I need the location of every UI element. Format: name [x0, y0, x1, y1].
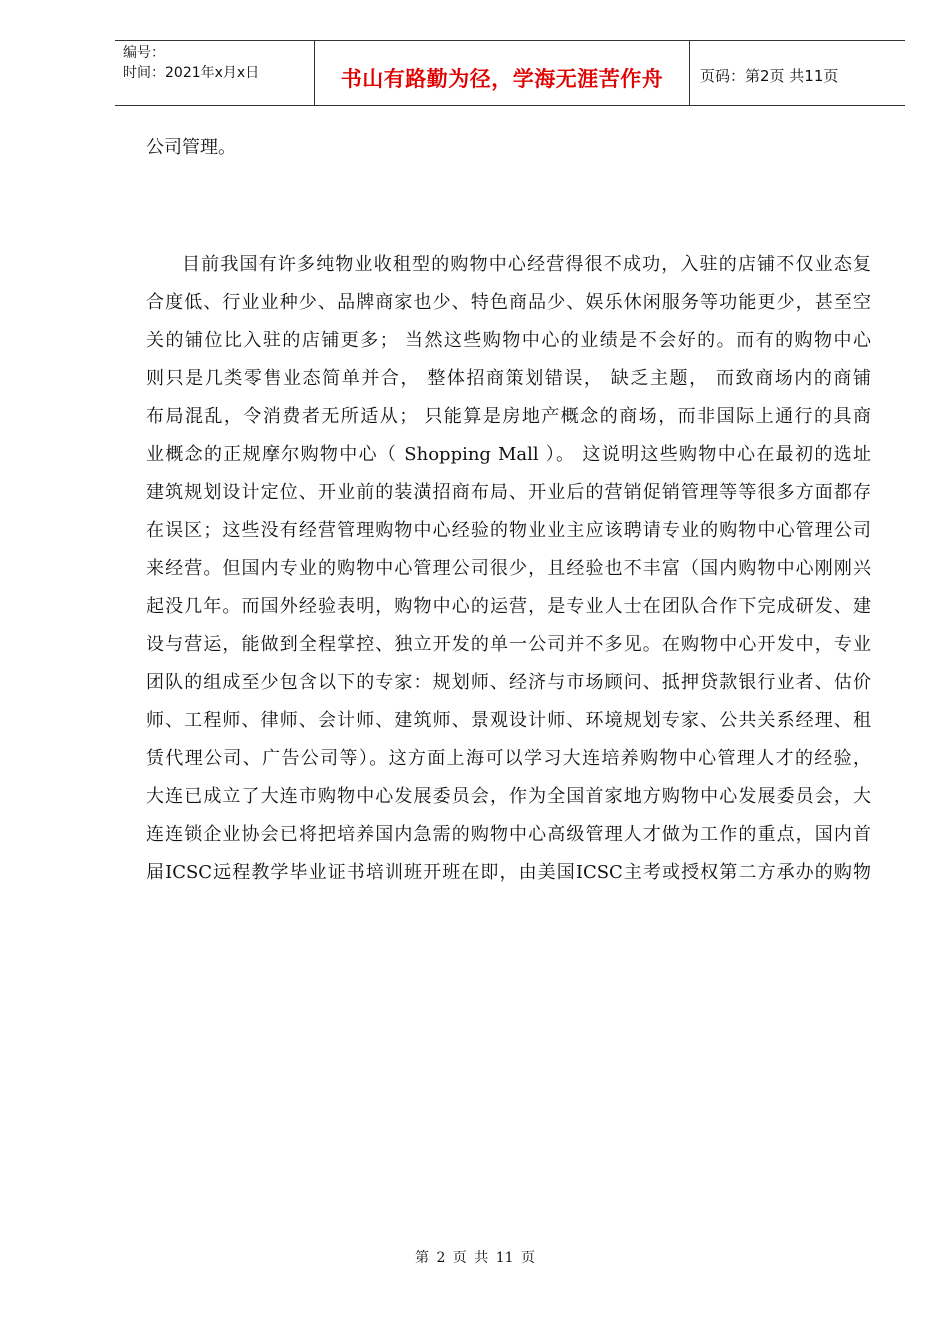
body-line: 则只是几类零售业态简单并合， 整体招商策划错误， 缺乏主题， 而致商场内的商铺 [146, 368, 871, 389]
body-line: 业概念的正规摩尔购物中心（ Shopping Mall ）。 这说明这些购物中心在最初的选址 [146, 444, 871, 465]
body-line: 合度低、行业业种少、品牌商家也少、特色商品少、娱乐休闲服务等功能更少，甚至空 [146, 292, 871, 313]
header-page-code: 页码：第2页 共11页 [700, 67, 839, 85]
header-meta [115, 41, 315, 105]
body-line: 关的铺位比入驻的店铺更多； 当然这些购物中心的业绩是不会好的。而有的购物中心 [146, 330, 871, 351]
page-header [115, 40, 905, 106]
body-line: 连连锁企业协会已将把培养国内急需的购物中心高级管理人才做为工作的重点，国内首 [146, 824, 871, 845]
body-line: 起没几年。而国外经验表明，购物中心的运营，是专业人士在团队合作下完成研发、建 [146, 596, 871, 617]
body-line: 设与营运，能做到全程掌控、独立开发的单一公司并不多见。在购物中心开发中，专业 [146, 634, 871, 655]
body-line: 公司管理。 [146, 137, 236, 158]
document-body [146, 133, 871, 896]
body-line: 布局混乱，令消费者无所适从； 只能算是房地产概念的商场，而非国际上通行的具商 [146, 406, 871, 427]
body-line: 赁代理公司、广告公司等）。这方面上海可以学习大连培养购物中心管理人才的经验， [146, 748, 871, 769]
body-line: 目前我国有许多纯物业收租型的购物中心经营得很不成功，入驻的店铺不仅业态复 [182, 254, 871, 275]
header-page-cell [690, 41, 905, 105]
body-line: 届ICSC远程教学毕业证书培训班开班在即，由美国ICSC主考或授权第二方承办的购物 [146, 862, 871, 883]
header-motto: 书山有路勤为径，学海无涯苦作舟 [340, 67, 664, 91]
document-number: 编号： [123, 45, 165, 61]
page-footer: 第 2 页 共 11 页 [415, 1250, 535, 1266]
body-line: 团队的组成至少包含以下的专家：规划师、经济与市场顾问、抵押贷款银行业者、估价 [146, 672, 871, 693]
header-motto-cell [315, 41, 690, 105]
body-line: 师、工程师、律师、会计师、建筑师、景观设计师、环境规划专家、公共关系经理、租 [146, 710, 871, 731]
document-time: 时间：2021年x月x日 [123, 65, 260, 81]
body-line: 大连已成立了大连市购物中心发展委员会，作为全国首家地方购物中心发展委员会，大 [146, 786, 871, 807]
body-line: 来经营。但国内专业的购物中心管理公司很少，且经验也不丰富（国内购物中心刚刚兴 [146, 558, 871, 579]
paragraph-gap [146, 171, 871, 250]
body-line: 在误区；这些没有经营管理购物中心经验的物业业主应该聘请专业的购物中心管理公司 [146, 520, 871, 541]
body-line: 建筑规划设计定位、开业前的装潢招商布局、开业后的营销促销管理等等很多方面都存 [146, 482, 871, 503]
